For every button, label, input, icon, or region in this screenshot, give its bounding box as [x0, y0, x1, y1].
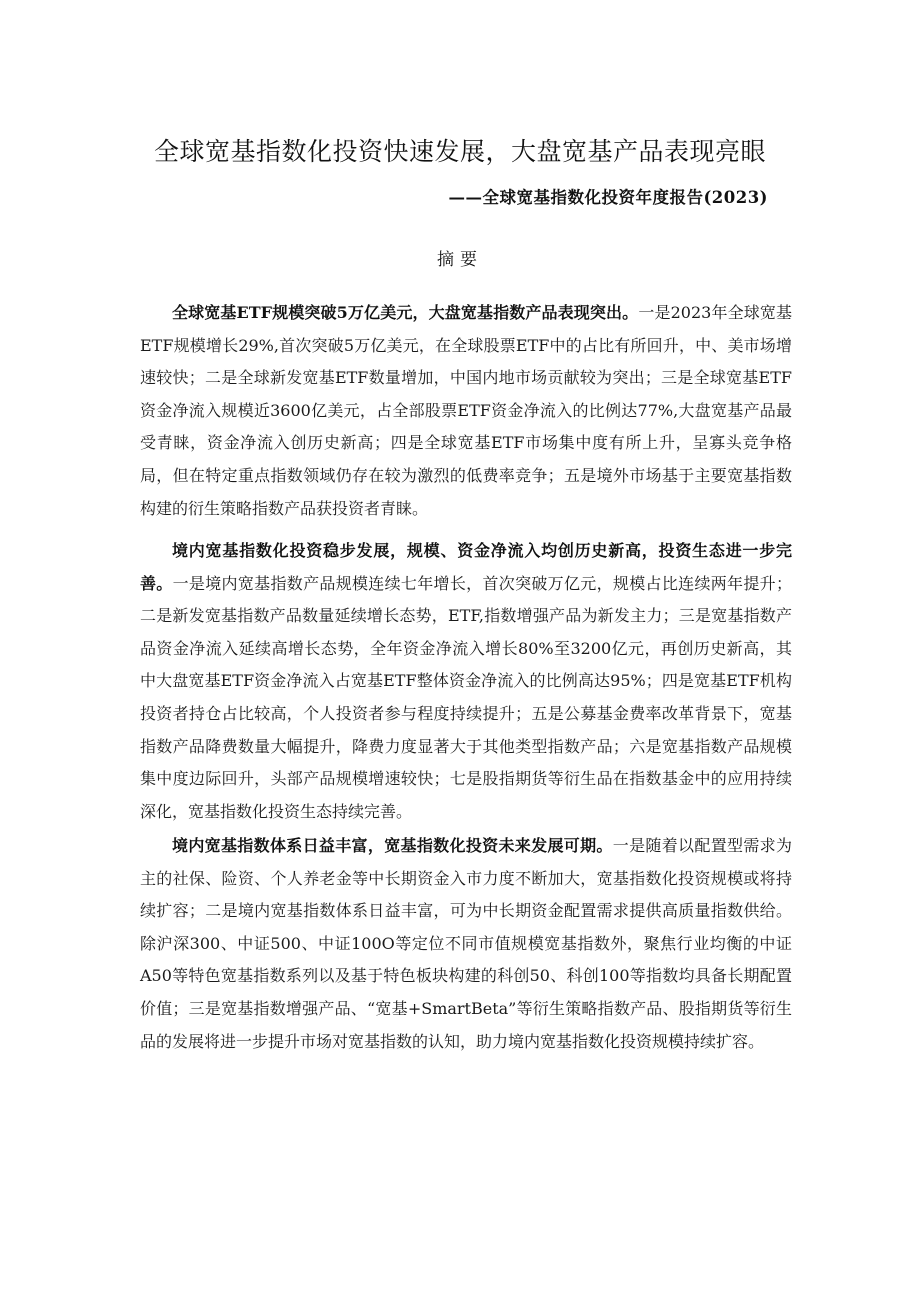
paragraph-lead: 境内宽基指数化投资稳步发展，规模、资金净流入均创历史新高，投资生态进一步完善。	[140, 541, 792, 593]
abstract-heading: 摘要	[437, 250, 483, 270]
abstract-paragraph-3	[140, 830, 792, 1058]
document-title: 全球宽基指数化投资快速发展，大盘宽基产品表现亮眼	[153, 137, 766, 166]
paragraph-lead: 全球宽基ETF规模突破5万亿美元，大盘宽基指数产品表现突出。	[172, 303, 639, 322]
document-subtitle: ——全球宽基指数化投资年度报告(2023)	[448, 188, 768, 207]
abstract-paragraph-1	[140, 297, 792, 525]
paragraph-lead: 境内宽基指数体系日益丰富，宽基指数化投资未来发展可期。	[172, 836, 613, 855]
abstract-paragraph-2	[140, 535, 792, 828]
paragraph-body: 一是2023年全球宽基ETF规模增长29%,首次突破5万亿美元，在全球股票ETF中的占比有所回升，中、美市场增速较快；二是全球新发宽基ETF数量增加，中国内地市场贡献较为突出；三是全球宽基ETF资金净流入规模近3600亿美元，占全部股票ETF资金净流入的比例达77%,大盘宽基产品最受青睐，资金净流入创历史新高；四是全球宽基ETF市场集中度有所上升，呈寡头竞争格局，但在特定重点指数领域仍存在较为激烈的低费率竞争；五是境外市场基于主要宽基指数构建的衍生策略指数产品获投资者青睐。	[140, 303, 792, 518]
paragraph-body: 一是随着以配置型需求为主的社保、险资、个人养老金等中长期资金入市力度不断加大，宽基指数化投资规模或将持续扩容；二是境内宽基指数体系日益丰富，可为中长期资金配置需求提供高质量指数供给。除沪深300、中证500、中证100O等定位不同市值规模宽基指数外，聚焦行业均衡的中证A50等特色宽基指数系列以及基于特色板块构建的科创50、科创100等指数均具备长期配置价值；三是宽基指数增强产品、“宽基+SmartBeta”等衍生策略指数产品、股指期货等衍生品的发展将进一步提升市场对宽基指数的认知，助力境内宽基指数化投资规模持续扩容。	[140, 836, 792, 1051]
paragraph-body: 一是境内宽基指数产品规模连续七年增长，首次突破万亿元，规模占比连续两年提升；二是新发宽基指数产品数量延续增长态势，ETF,指数增强产品为新发主力；三是宽基指数产品资金净流入延续高增长态势，全年资金净流入增长80%至3200亿元，再创历史新高，其中大盘宽基ETF资金净流入占宽基ETF整体资金净流入的比例高达95%；四是宽基ETF机构投资者持仓占比较高，个人投资者参与程度持续提升；五是公募基金费率改革背景下，宽基指数产品降费数量大幅提升，降费力度显著大于其他类型指数产品；六是宽基指数产品规模集中度边际回升，头部产品规模增速较快；七是股指期货等衍生品在指数基金中的应用持续深化，宽基指数化投资生态持续完善。	[140, 573, 792, 821]
